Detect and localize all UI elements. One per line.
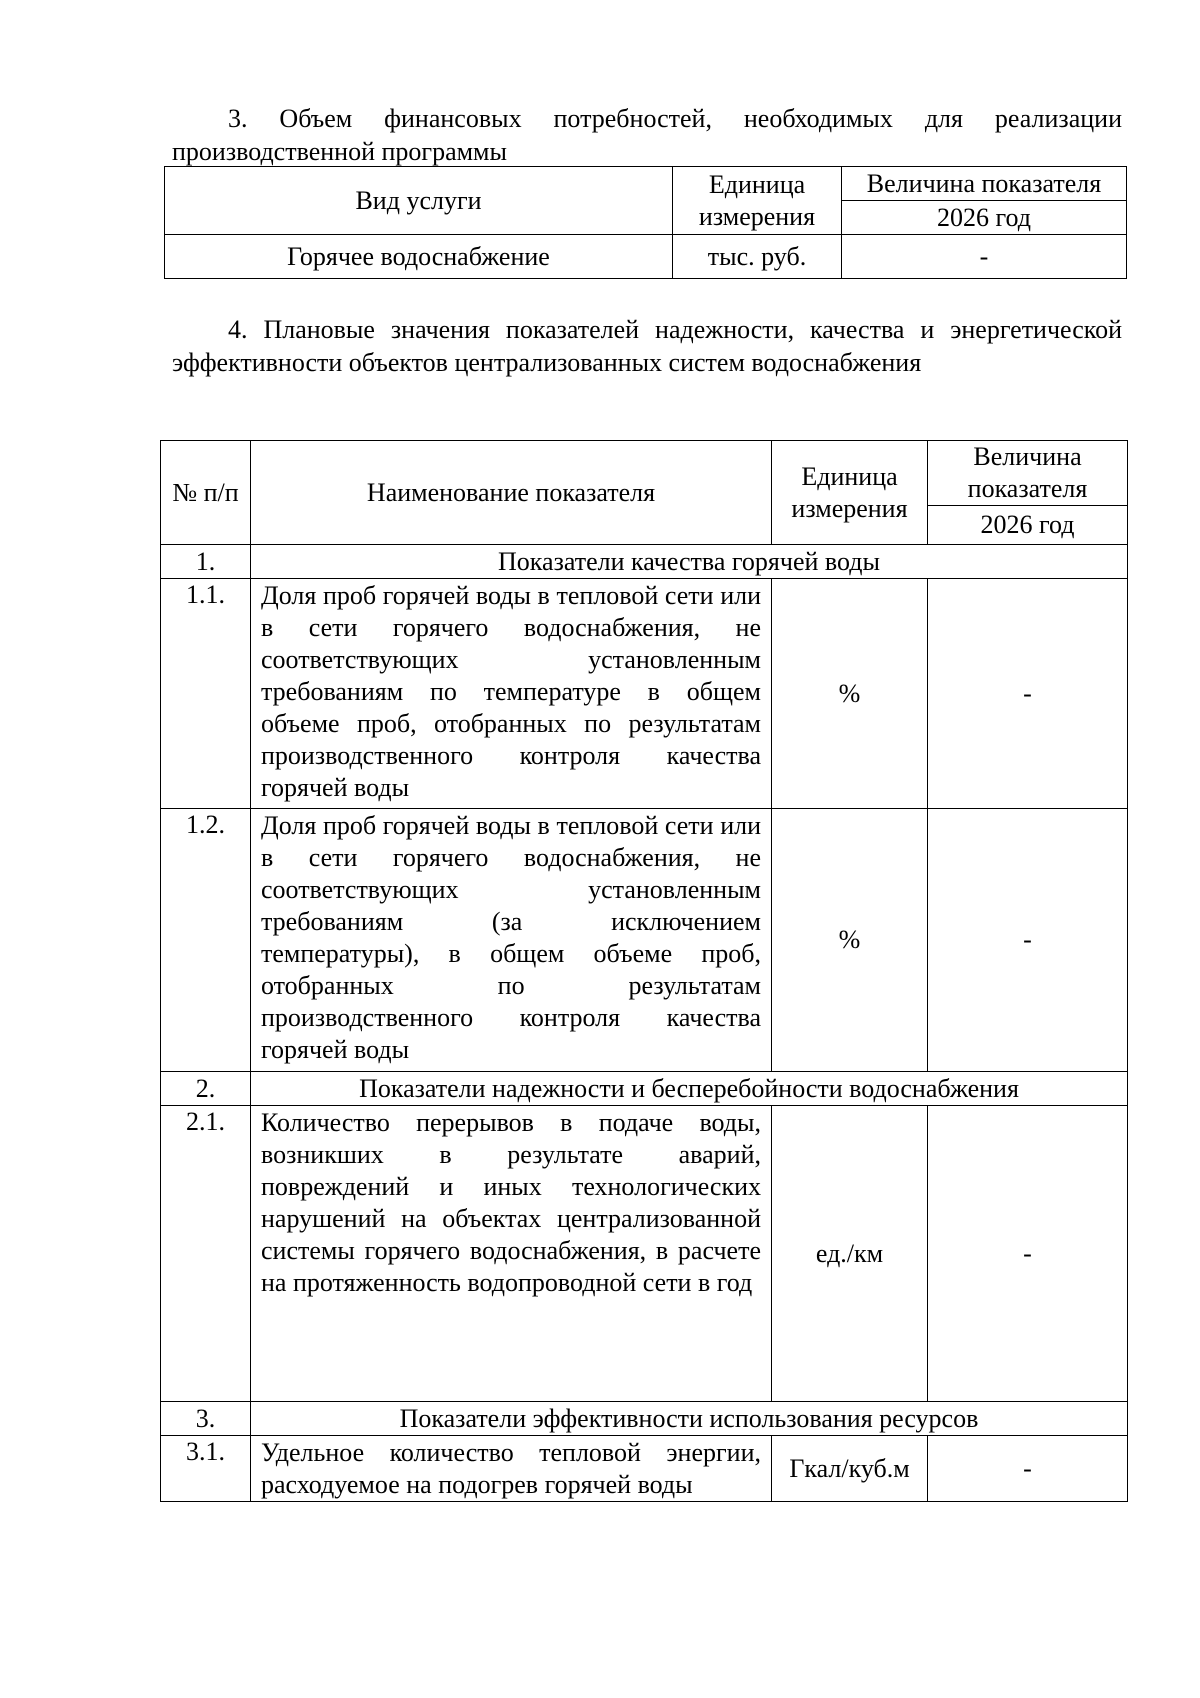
header-value: Величина показателя [928,441,1128,506]
row-num: 2.1. [161,1106,251,1402]
row-num: 1.2. [161,809,251,1072]
row-unit: Гкал/куб.м [772,1436,928,1502]
row-unit: % [772,809,928,1072]
financial-needs-table [164,166,1127,279]
group-num: 2. [161,1072,251,1106]
table-row [161,1106,1128,1402]
header-num: № п/п [161,441,251,545]
group-row [161,1072,1128,1106]
group-num: 1. [161,545,251,579]
row-name: Количество перерывов в подаче воды, возникших в результате аварий, повреждений и иных технологических нарушений на объектах централизованной системы горячего водоснабжения, в расчете на протяженность водопроводной сети в год [251,1106,772,1402]
row-value: - [928,809,1128,1072]
header-name: Наименование показателя [251,441,772,545]
table-row [165,235,1127,279]
header-year: 2026 год [842,201,1127,235]
header-value: Величина показателя [842,167,1127,201]
group-num: 3. [161,1402,251,1436]
row-name: Доля проб горячей воды в тепловой сети или в сети горячего водоснабжения, не соответствующих установленным требованиям (за исключением температуры), в общем объеме проб, отобранных по результатам производственного контроля качества горячей воды [251,809,772,1072]
section-3-heading: 3. Объем финансовых потребностей, необходимых для реализации производственной программы [172,104,1122,166]
row-value: - [928,579,1128,809]
row-name: Доля проб горячей воды в тепловой сети или в сети горячего водоснабжения, не соответствующих установленным требованиям по температуре в общем объеме проб, отобранных по результатам производственного контроля качества горячей воды [251,579,772,809]
table-row [161,1436,1128,1502]
row-num: 1.1. [161,579,251,809]
group-title: Показатели качества горячей воды [251,545,1128,579]
group-title: Показатели надежности и бесперебойности водоснабжения [251,1072,1128,1106]
row-num: 3.1. [161,1436,251,1502]
header-unit: Единица измерения [673,167,842,235]
table-row [161,579,1128,809]
group-row [161,545,1128,579]
row-value: - [928,1106,1128,1402]
cell-value: - [842,235,1127,279]
row-unit: ед./км [772,1106,928,1402]
header-service: Вид услуги [165,167,673,235]
section-4-heading: 4. Плановые значения показателей надежности, качества и энергетической эффективности объектов централизованных систем водоснабжения [172,315,1122,377]
indicators-table [160,440,1128,1502]
header-unit: Единица измерения [772,441,928,545]
table-row [161,809,1128,1072]
row-name: Удельное количество тепловой энергии, расходуемое на подогрев горячей воды [251,1436,772,1502]
cell-service: Горячее водоснабжение [165,235,673,279]
group-title: Показатели эффективности использования ресурсов [251,1402,1128,1436]
group-row [161,1402,1128,1436]
cell-unit: тыс. руб. [673,235,842,279]
row-unit: % [772,579,928,809]
row-value: - [928,1436,1128,1502]
header-year: 2026 год [928,506,1128,545]
